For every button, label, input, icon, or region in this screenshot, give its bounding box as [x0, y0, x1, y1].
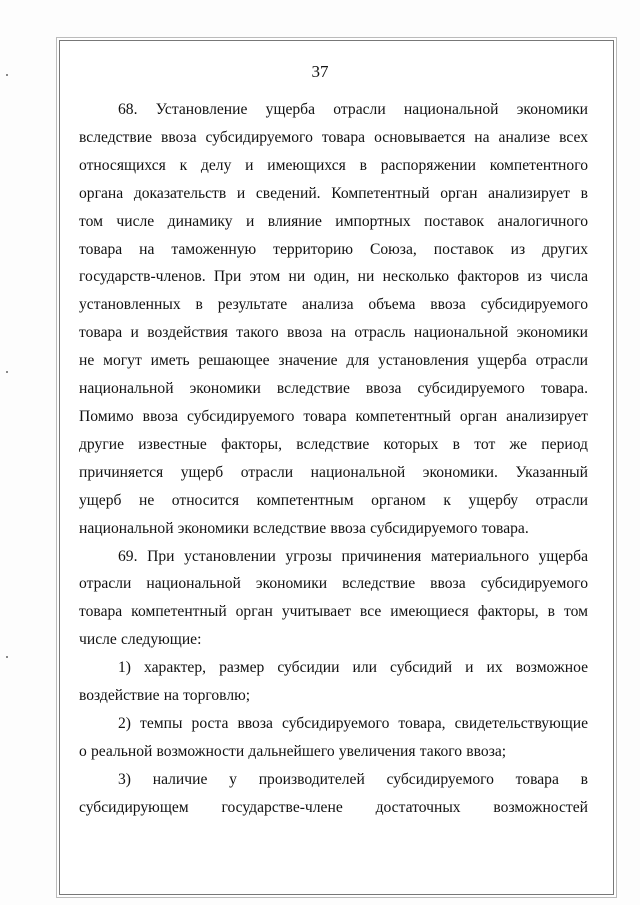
text-line: субсидирующем государстве-члене достаточных возможностей	[79, 798, 588, 816]
text-line: ущерб не относится компетентным органом к ущербу отрасли	[79, 491, 588, 509]
text-line: установленных в результате анализа объема ввоза субсидируемого	[79, 296, 588, 314]
text-line: о реальной возможности дальнейшего увеличения такого ввоза;	[79, 742, 507, 760]
text-line: государств-членов. При этом ни один, ни несколько факторов из числа	[79, 268, 588, 286]
text-line: 69. При установлении угрозы причинения материального ущерба	[118, 547, 588, 565]
text-line: вследствие ввоза субсидируемого товара основывается на анализе всех	[79, 128, 588, 146]
text-line: том числе динамику и влияние импортных поставок аналогичного	[79, 212, 588, 230]
text-line: 68. Установление ущерба отрасли национальной экономики	[118, 101, 588, 118]
text-line: товара на таможенную территорию Союза, поставок из других	[79, 240, 588, 258]
scan-artifact	[6, 656, 8, 658]
text-line: национальной экономики вследствие ввоза субсидируемого товара.	[79, 519, 529, 537]
text-line: относящихся к делу и имеющихся в распоряжении компетентного	[79, 156, 588, 174]
document-body	[79, 96, 588, 822]
text-line: причиняется ущерб отрасли национальной экономики. Указанный	[79, 463, 588, 481]
text-line: 1) характер, размер субсидии или субсидий и их возможное	[118, 659, 588, 677]
text-line: 3) наличие у производителей субсидируемого товара в	[118, 770, 588, 788]
text-line: Помимо ввоза субсидируемого товара компетентный орган анализирует	[79, 407, 588, 425]
page-number: 37	[311, 62, 329, 81]
text-line: 2) темпы роста ввоза субсидируемого товара, свидетельствующие	[118, 714, 588, 732]
text-line: числе следующие:	[79, 631, 202, 649]
text-line: органа доказательств и сведений. Компетентный орган анализирует в	[79, 184, 588, 202]
text-line: товара и воздействия такого ввоза на отрасль национальной экономики	[79, 324, 588, 342]
text-line: товара компетентный орган учитывает все имеющиеся факторы, в том	[79, 603, 588, 621]
text-line: отрасли национальной экономики вследствие ввоза субсидируемого	[79, 575, 588, 593]
text-line: не могут иметь решающее значение для установления ущерба отрасли	[79, 352, 588, 370]
text-line: воздействие на торговлю;	[79, 687, 251, 705]
scan-artifact	[6, 371, 8, 373]
text-line: национальной экономики вследствие ввоза субсидируемого товара.	[79, 380, 588, 398]
text-line: другие известные факторы, вследствие которых в тот же период	[79, 435, 588, 453]
